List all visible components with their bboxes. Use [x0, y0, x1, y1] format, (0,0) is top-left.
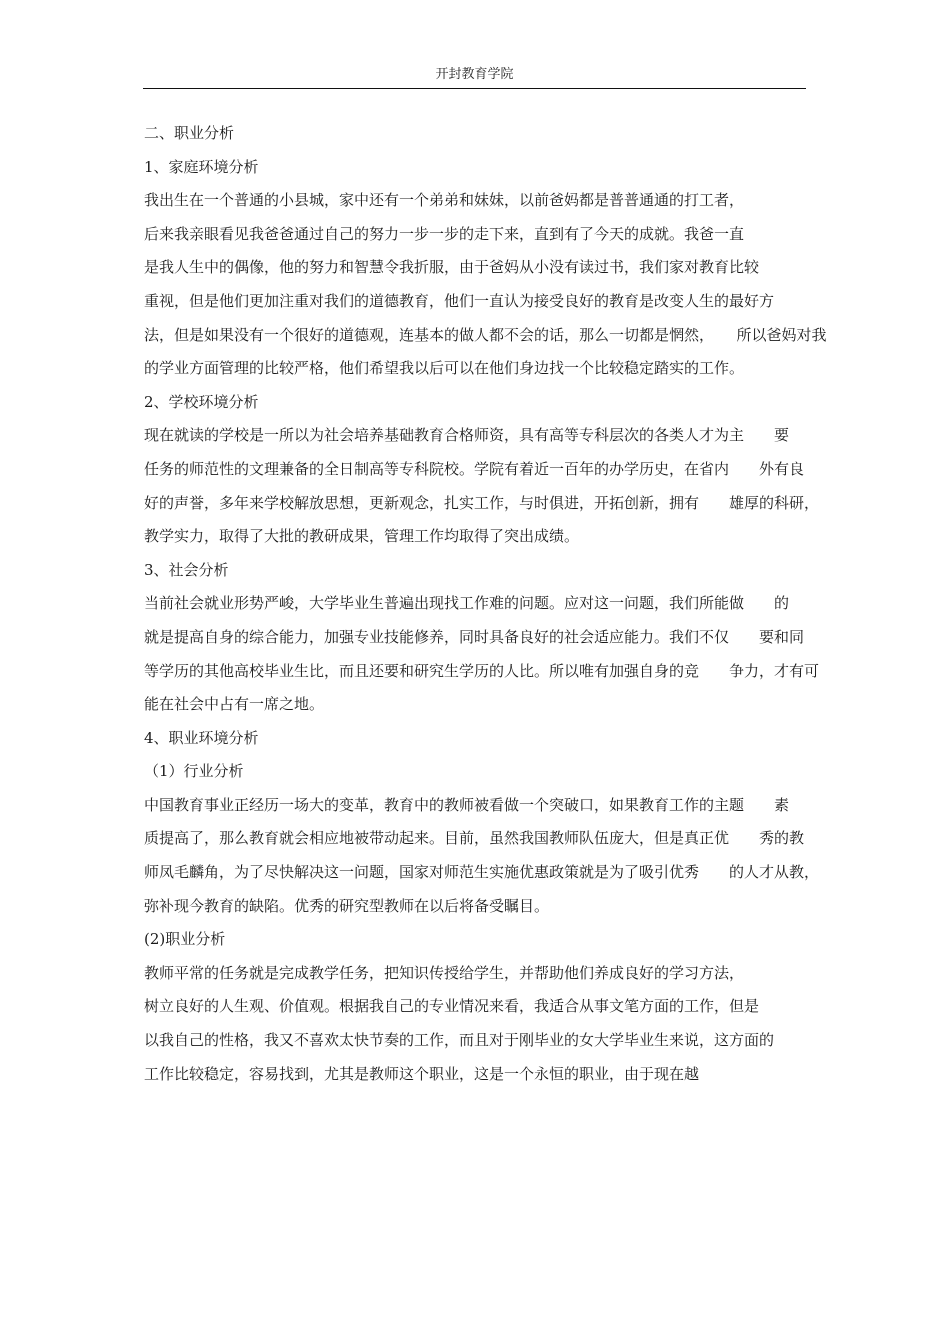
header-rule [143, 88, 806, 89]
paragraph-line: 重视，但是他们更加注重对我们的道德教育，他们一直认为接受良好的教育是改变人生的最好方 [144, 291, 775, 310]
family-heading: 1、家庭环境分析 [144, 157, 259, 176]
paragraph-line: 的学业方面管理的比较严格，他们希望我以后可以在他们身边找一个比较稳定踏实的工作。 [144, 359, 745, 378]
society-heading: 3、社会分析 [144, 560, 229, 579]
career-env-heading: 4、职业环境分析 [144, 728, 259, 747]
paragraph-line: 树立良好的人生观、价值观。根据我自己的专业情况来看，我适合从事文笔方面的工作，但是 [144, 997, 760, 1016]
school-heading: 2、学校环境分析 [144, 392, 259, 411]
profession-paragraph [144, 957, 816, 1091]
paragraph-line: 质提高了，那么教育就会相应地被带动起来。目前，虽然我国教师队伍庞大，但是真正优 秀的教 [144, 829, 805, 848]
paragraph-line: 师凤毛麟角，为了尽快解决这一问题，国家对师范生实施优惠政策就是为了吸引优秀 的人才从教， [144, 863, 820, 882]
paragraph-line: 现在就读的学校是一所以为社会培养基础教育合格师资，具有高等专科层次的各类人才为主 要 [144, 426, 790, 445]
paragraph-line: 法，但是如果没有一个很好的道德观，连基本的做人都不会的话，那么一切都是惘然， 所以爸妈对我 [144, 325, 827, 344]
paragraph-line: 弥补现今教育的缺陷。优秀的研究型教师在以后将备受瞩目。 [144, 896, 550, 915]
family-paragraph [144, 184, 827, 386]
section-title: 二、职业分析 [144, 124, 235, 142]
paragraph-line: 后来我亲眼看见我爸爸通过自己的努力一步一步的走下来，直到有了今天的成就。我爸一直 [144, 224, 745, 243]
paragraph-line: 就是提高自身的综合能力，加强专业技能修养，同时具备良好的社会适应能力。我们不仅 要和同 [144, 627, 805, 646]
paragraph-line: 我出生在一个普通的小县城，家中还有一个弟弟和妹妹，以前爸妈都是普普通通的打工者， [144, 191, 745, 210]
society-paragraph [144, 587, 820, 721]
paragraph-line: 教师平常的任务就是完成教学任务，把知识传授给学生，并帮助他们养成良好的学习方法， [144, 963, 745, 982]
paragraph-line: 能在社会中占有一席之地。 [144, 695, 325, 714]
paragraph-line: 当前社会就业形势严峻，大学毕业生普遍出现找工作难的问题。应对这一问题，我们所能做 的 [144, 594, 790, 613]
paragraph-line: 等学历的其他高校毕业生比，而且还要和研究生学历的人比。所以唯有加强自身的竞 争力，才有可 [144, 661, 820, 680]
paragraph-line: 是我人生中的偶像，他的努力和智慧令我折服，由于爸妈从小没有读过书，我们家对教育比较 [144, 258, 760, 277]
school-paragraph [144, 419, 820, 553]
document-body [144, 117, 827, 1091]
paragraph-line: 中国教育事业正经历一场大的变革，教育中的教师被看做一个突破口，如果教育工作的主题 素 [144, 795, 790, 814]
paragraph-line: 工作比较稳定，容易找到，尤其是教师这个职业，这是一个永恒的职业，由于现在越 [144, 1064, 700, 1083]
profession-heading: (2)职业分析 [144, 930, 226, 949]
industry-paragraph [144, 789, 820, 923]
industry-heading: （1）行业分析 [144, 762, 244, 781]
paragraph-line: 以我自己的性格，我又不喜欢太快节奏的工作，而且对于刚毕业的女大学毕业生来说，这方面的 [144, 1031, 775, 1050]
paragraph-line: 任务的师范性的文理兼备的全日制高等专科院校。学院有着近一百年的办学历史，在省内 外有良 [144, 459, 805, 478]
page-header: 开封教育学院 [435, 67, 514, 82]
paragraph-line: 教学实力，取得了大批的教研成果，管理工作均取得了突出成绩。 [144, 527, 580, 546]
paragraph-line: 好的声誉，多年来学校解放思想，更新观念，扎实工作，与时俱进，开拓创新，拥有 雄厚的科研， [144, 493, 820, 512]
